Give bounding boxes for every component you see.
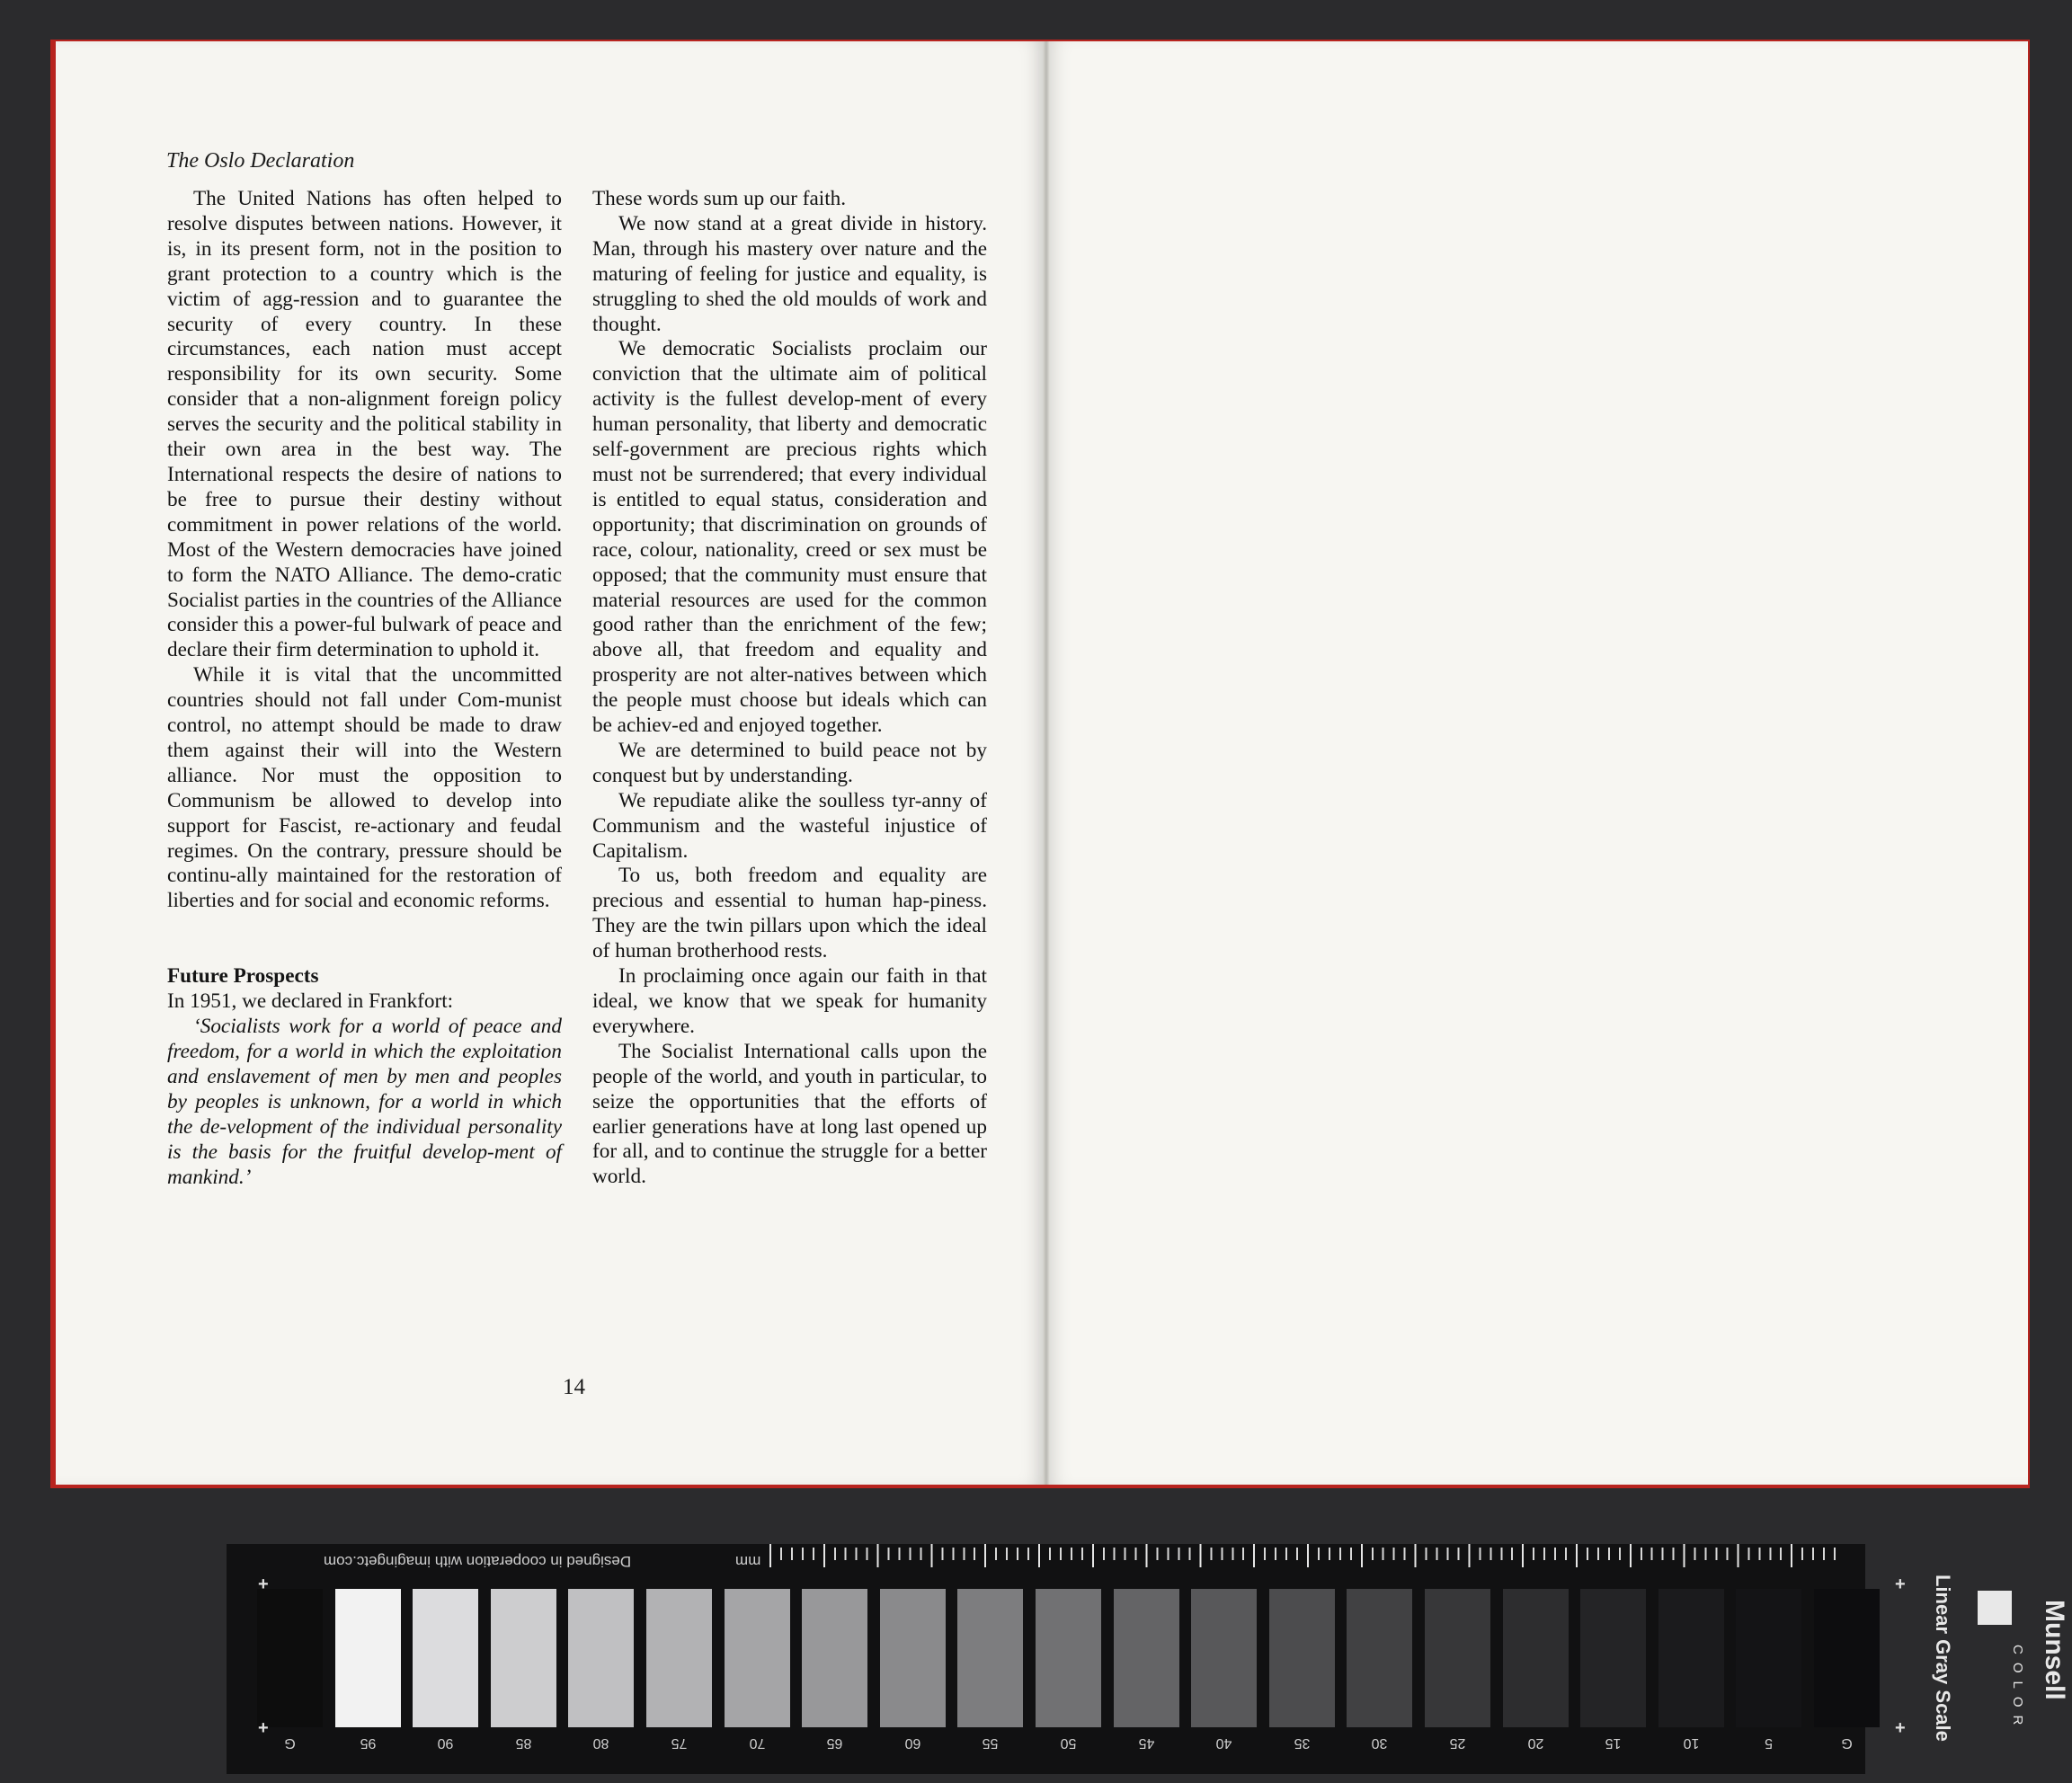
section-heading: Future Prospects	[167, 964, 319, 989]
gray-patch	[802, 1589, 867, 1727]
gray-patch-label: 85	[515, 1735, 532, 1751]
text-column-right	[592, 187, 987, 1190]
gray-patch	[1269, 1589, 1335, 1727]
gray-patch	[491, 1589, 556, 1727]
section-spacer	[167, 914, 562, 964]
gray-patch	[1503, 1589, 1569, 1727]
gray-patch-label: 25	[1449, 1735, 1466, 1751]
gray-patch-label: 45	[1138, 1735, 1154, 1751]
gray-patch-label: 95	[360, 1735, 376, 1751]
paragraph: While it is vital that the uncommitted countries should not fall under Com-munist control, no attempt should be made to draw them against their will into the Western alliance. Nor must the opposition to Communism be allowed to develop into support for Fascist, re-actionary and feudal regimes. On the contrary, pressure should be continu-ally maintained for the restoration of liberties and for social and economic reforms.	[167, 663, 562, 913]
gray-patch-label: 10	[1683, 1735, 1700, 1751]
ruler-unit: mm	[735, 1553, 761, 1570]
gray-patch	[646, 1589, 712, 1727]
gray-patch	[880, 1589, 946, 1727]
gray-patch	[725, 1589, 790, 1727]
gray-patch-label: 50	[1060, 1735, 1077, 1751]
right-page-blank	[1046, 41, 2028, 1485]
section-intro: In 1951, we declared in Frankfort:	[167, 989, 454, 1014]
gray-patch	[413, 1589, 478, 1727]
gray-patch	[1114, 1589, 1179, 1727]
gray-patch	[1658, 1589, 1724, 1727]
registration-mark: +	[258, 1718, 269, 1738]
gray-patch-label: 5	[1765, 1735, 1774, 1751]
gray-patch	[1347, 1589, 1412, 1727]
gray-patch-label: 75	[671, 1735, 688, 1751]
gray-patch	[957, 1589, 1023, 1727]
gray-patch-label: 35	[1294, 1735, 1311, 1751]
paragraph: The Socialist International calls upon the people of the world, and youth in particular, to seize the opportunities that the efforts of earlier generations have at long last opened up for all, and to continue the struggle for a better world.	[592, 1039, 987, 1189]
gray-patch-label: 20	[1527, 1735, 1543, 1751]
gray-patch	[1191, 1589, 1257, 1727]
gray-patch	[1814, 1589, 1880, 1727]
paragraph: To us, both freedom and equality are precious and essential to human hap-piness. They are the twin pillars upon which the ideal of human brotherhood rests.	[592, 864, 987, 963]
gray-patch	[568, 1589, 634, 1727]
gray-patch-label: 40	[1215, 1735, 1232, 1751]
paragraph: In proclaiming once again our faith in that ideal, we know that we speak for humanity everywhere.	[592, 964, 987, 1038]
ruler-major-ticks	[769, 1544, 1845, 1567]
gray-patch-label: G	[284, 1735, 296, 1751]
gray-patch	[1036, 1589, 1101, 1727]
paragraph: We repudiate alike the soulless tyr-anny of Communism and the wasteful injustice of Capitalism.	[592, 788, 987, 863]
brand-sub: COLOR	[2010, 1645, 2025, 1734]
munsell-logo-icon	[1978, 1591, 2012, 1625]
paragraph: We democratic Socialists proclaim our conviction that the ultimate aim of political activity is the fullest develop-ment of every human personality, that liberty and democratic self-government are precious rights which must not be surrendered; that every individual is entitled to equal status, consideration and opportunity; that discrimination on grounds of race, colour, nationality, creed or sex must be opposed; that the community must ensure that material resources are used for the common good rather than the enrichment of the few; above all, that freedom and equality and prosperity are not alter-natives between which the people must choose but ideals which can be achiev-ed and enjoyed together.	[592, 337, 987, 738]
scale-credit: Designed in cooperation with imagingetc.com	[324, 1553, 632, 1570]
registration-mark: +	[1895, 1718, 1906, 1738]
quote: ‘Socialists work for a world of peace and freedom, for a world in which the exploitation and enslavement of men by men and peoples by peoples is unknown, for a world in which the de-velopment of the individual personality is the basis for the fruitful develop-ment of mankind.’	[167, 1015, 562, 1189]
registration-mark: +	[258, 1575, 269, 1594]
text-column-left	[167, 187, 562, 1190]
gray-patch-label: 90	[437, 1735, 454, 1751]
gray-patch-label: G	[1841, 1735, 1853, 1751]
paragraph: We are determined to build peace not by conquest but by understanding.	[592, 738, 987, 787]
registration-mark: +	[1895, 1575, 1906, 1594]
paragraph: The United Nations has often helped to resolve disputes between nations. However, it is, in its present form, not in the position to grant protection to a country which is the victim of agg-ression and to guarantee the security of every country. In these circumstances, each nation must accept responsibility for its own security. Some consider that a non-alignment foreign policy serves the security and the political stability in their own area in the best way. The International respects the desire of nations to be free to pursue their destiny without commitment in power relations of the world. Most of the Western democracies have joined to form the NATO Alliance. The demo-cratic Socialist parties in the countries of the Alliance consider this a power-ful bulwark of peace and declare their firm determination to uphold it.	[167, 187, 562, 662]
scale-title: Linear Gray Scale	[1932, 1575, 1954, 1742]
brand-name: Munsell	[2040, 1600, 2069, 1700]
gray-patch	[1425, 1589, 1490, 1727]
gray-patch-label: 30	[1372, 1735, 1388, 1751]
gray-patch-label: 65	[826, 1735, 843, 1751]
gray-patch-label: 55	[983, 1735, 999, 1751]
gray-patch	[257, 1589, 323, 1727]
book-gutter	[1043, 41, 1050, 1485]
gray-patch	[1580, 1589, 1646, 1727]
page-number: 14	[563, 1375, 585, 1399]
gray-patch	[1736, 1589, 1801, 1727]
paragraph: These words sum up our faith.	[592, 187, 847, 210]
gray-patch-label: 15	[1605, 1735, 1622, 1751]
gray-patch	[335, 1589, 401, 1727]
gray-patch-label: 70	[749, 1735, 765, 1751]
gray-patch-label: 60	[904, 1735, 921, 1751]
gray-patch-label: 80	[593, 1735, 609, 1751]
paragraph: We now stand at a great divide in history. Man, through his mastery over nature and the maturing of feeling for justice and equality, is struggling to shed the old moulds of work and thought.	[592, 211, 987, 336]
running-head: The Oslo Declaration	[166, 149, 355, 173]
